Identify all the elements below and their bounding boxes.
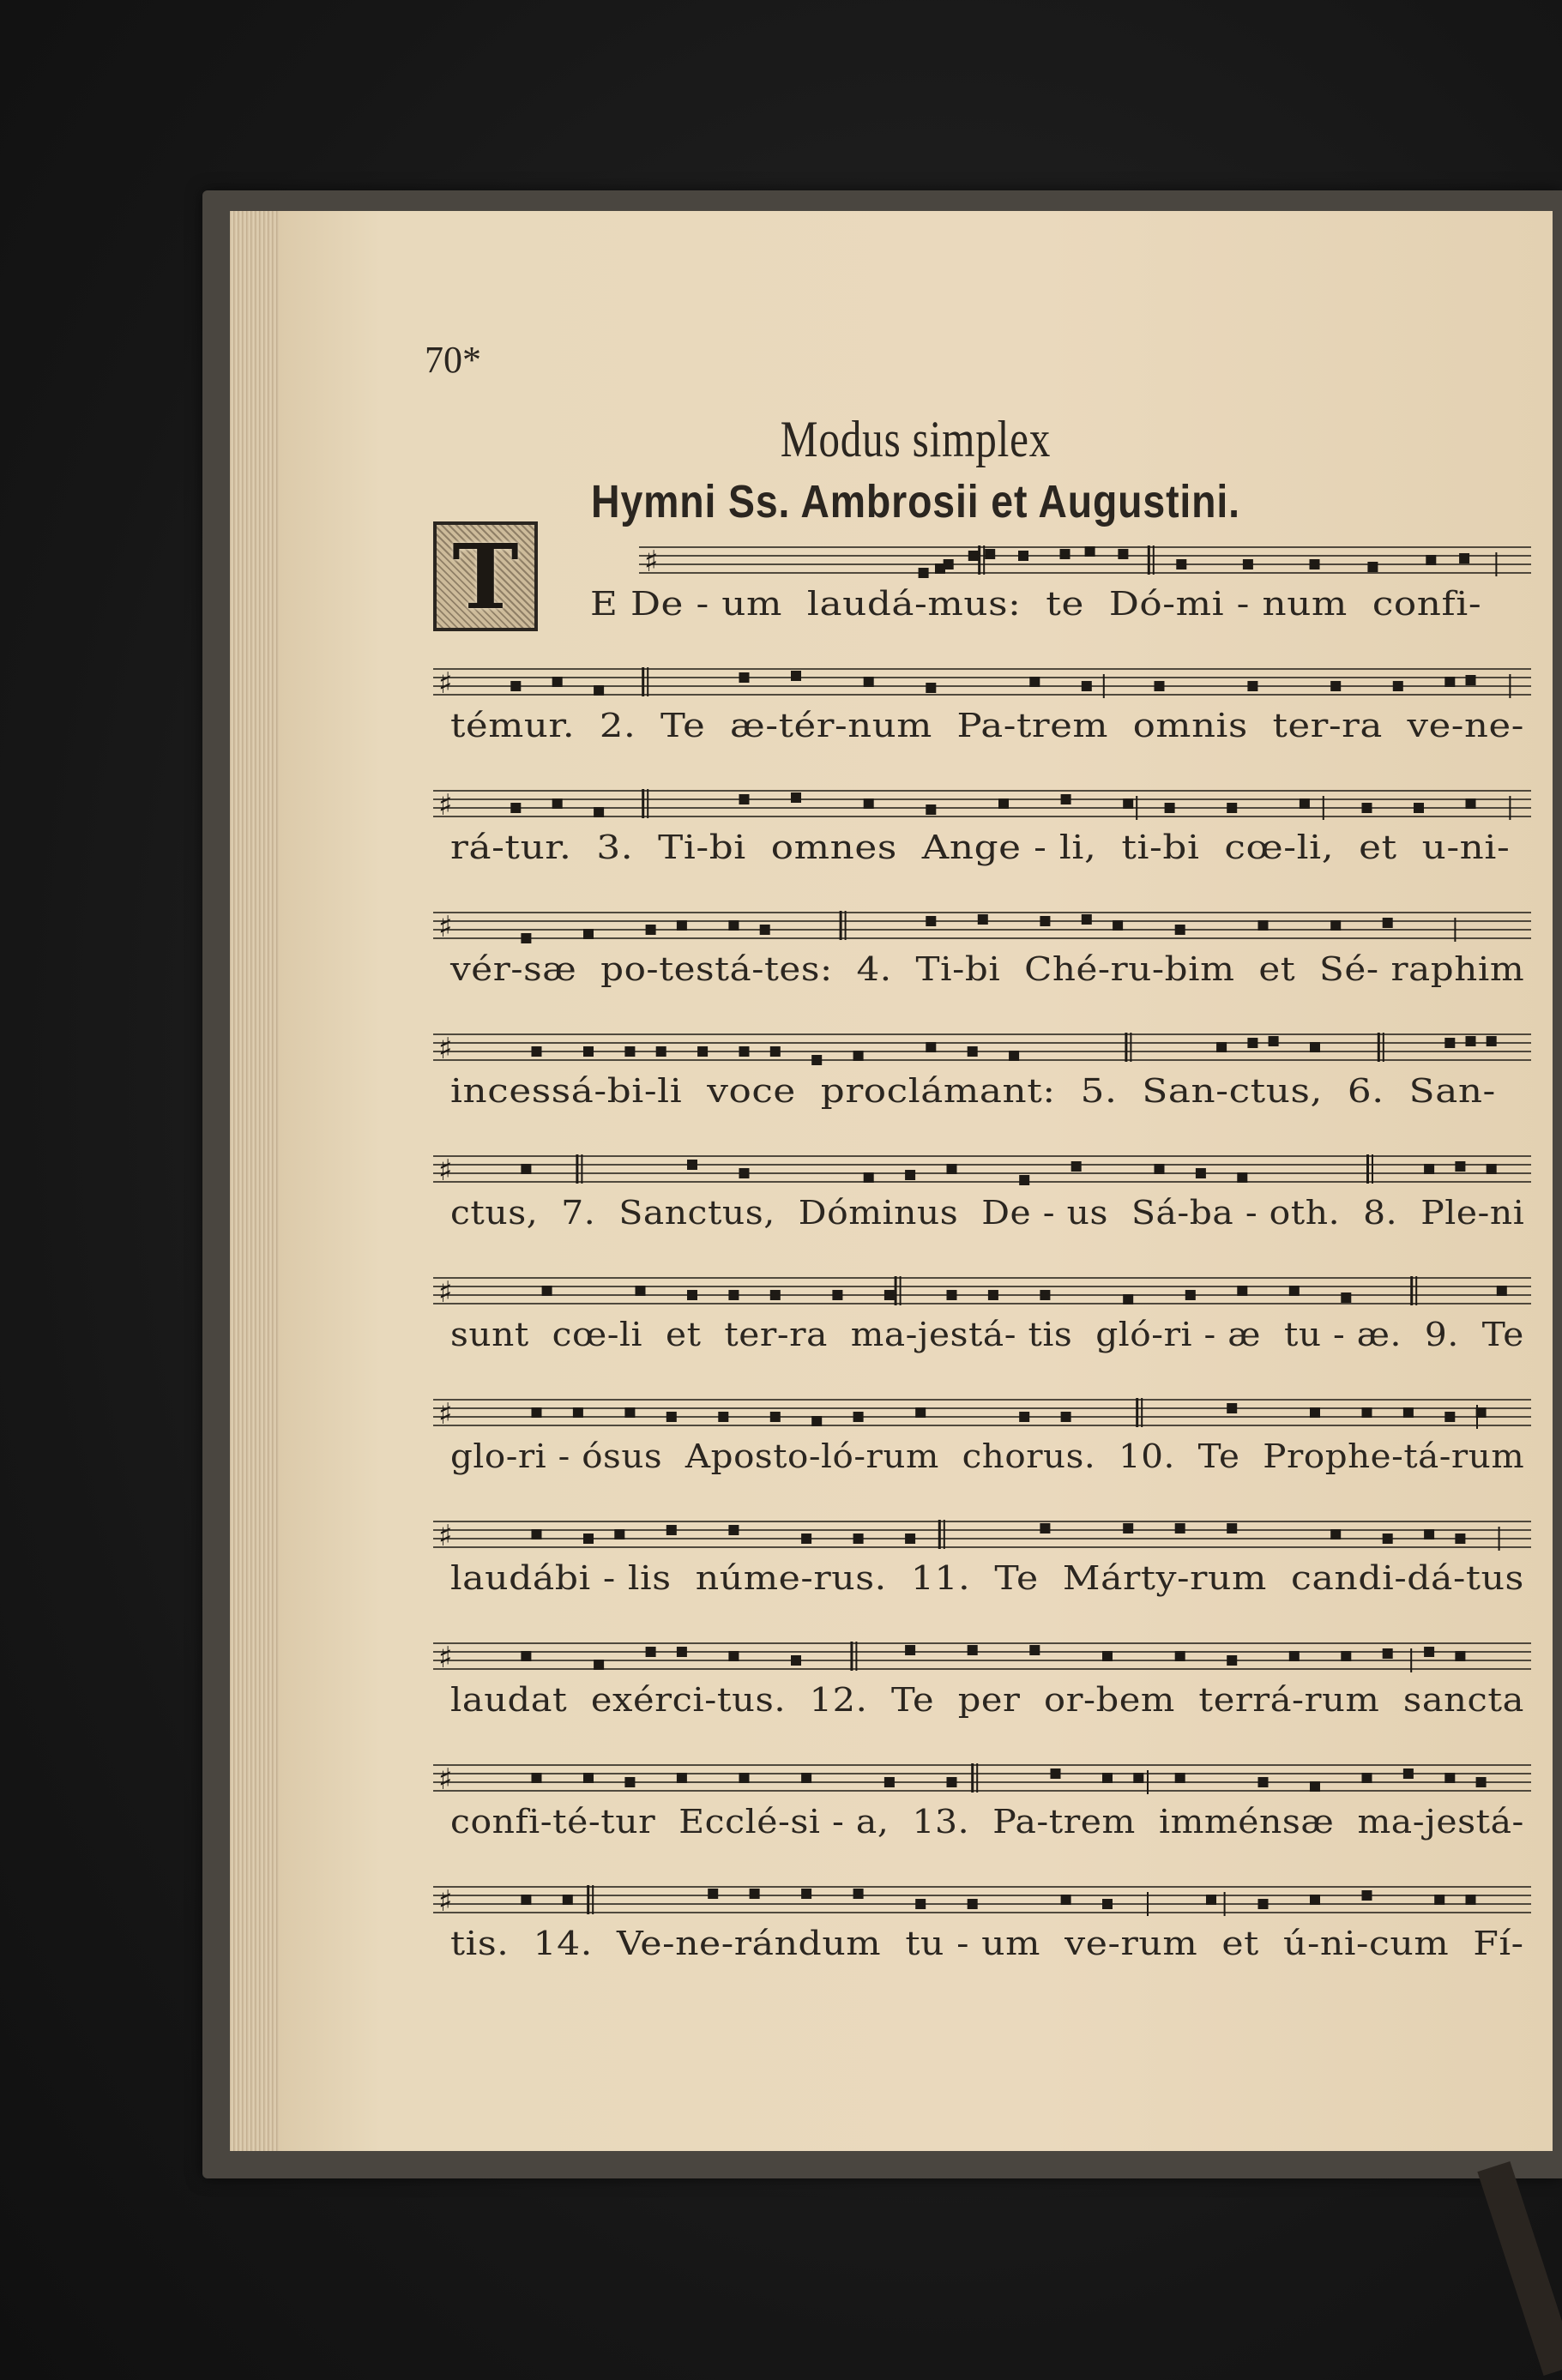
neume-note	[791, 1655, 801, 1666]
neume-note	[1466, 675, 1476, 685]
neume-note	[926, 683, 936, 693]
neume-note	[926, 804, 936, 815]
lyric-line: témur. 2. Te æ-tér-num Pa-trem omnis ter-ra ve-ne-	[450, 707, 1524, 744]
divisio-bar	[1410, 1276, 1413, 1305]
clef-icon: ♯	[438, 1275, 453, 1310]
neume-note	[770, 1046, 781, 1057]
neume-note	[1300, 798, 1310, 809]
chant-staff	[433, 1383, 1531, 1443]
neume-note	[1444, 1038, 1455, 1048]
neume-note	[552, 677, 563, 687]
neume-note	[594, 685, 604, 696]
neume-note	[1102, 1651, 1113, 1661]
neume-note	[1237, 1172, 1247, 1183]
divisio-minor	[1103, 674, 1105, 698]
neume-note	[1061, 794, 1071, 804]
neume-note	[791, 792, 801, 803]
neume-note	[1383, 1533, 1393, 1544]
neume-note	[998, 798, 1009, 809]
neume-note	[521, 933, 531, 943]
neume-note	[739, 1168, 750, 1178]
neume-note	[1444, 1412, 1455, 1422]
neume-note	[1269, 1036, 1279, 1046]
neume-note	[1123, 798, 1133, 809]
divisio-minor	[1147, 1770, 1149, 1794]
neume-note	[905, 1645, 915, 1655]
divisio-minor	[1136, 796, 1137, 820]
lyric-line: glo-ri - ósus Aposto-ló-rum chorus. 10. Te Prophe-tá-rum	[450, 1437, 1525, 1475]
divisio-bar	[1136, 1398, 1138, 1427]
neume-note	[1029, 1645, 1040, 1655]
neume-note	[1155, 1164, 1165, 1174]
neume-note	[919, 568, 929, 578]
divisio-bar	[1148, 545, 1150, 575]
divisio-bar	[1378, 1033, 1380, 1062]
neume-note	[915, 1899, 926, 1909]
neume-note	[1040, 916, 1050, 926]
lyric-line: incessá-bi-li voce proclámant: 5. San-ctus, 6. San-	[450, 1072, 1496, 1110]
divisio-bar	[576, 1154, 578, 1184]
neume-note	[1247, 681, 1257, 691]
divisio-bar	[1141, 1398, 1143, 1427]
divisio-bar	[971, 1763, 974, 1793]
neume-note	[728, 1290, 739, 1300]
neume-note	[1155, 681, 1165, 691]
neume-note	[968, 1645, 978, 1655]
neume-note	[811, 1416, 822, 1426]
divisio-minor	[1410, 1648, 1412, 1672]
divisio-bar	[1383, 1033, 1384, 1062]
clef-icon: ♯	[438, 1762, 453, 1797]
divisio-bar	[647, 667, 648, 696]
divisio-minor	[1495, 552, 1497, 576]
neume-note	[1424, 1164, 1434, 1174]
neume-note	[666, 1525, 677, 1535]
lyric-line: sunt cœ-li et ter-ra ma-jestá- tis gló-ri - æ tu - æ. 9. Te	[450, 1316, 1524, 1353]
neume-note	[1176, 559, 1186, 569]
neume-note	[1362, 1407, 1372, 1418]
neume-note	[853, 1412, 864, 1422]
initial-letter: T	[452, 523, 519, 630]
neume-note	[1367, 562, 1378, 572]
neume-note	[1102, 1899, 1113, 1909]
neume-note	[944, 559, 954, 569]
chant-staff	[433, 1748, 1531, 1808]
neume-note	[624, 1407, 635, 1418]
neume-note	[1051, 1768, 1061, 1779]
neume-note	[1018, 551, 1028, 561]
neume-note	[853, 1051, 864, 1061]
clef-icon: ♯	[438, 1641, 453, 1675]
neume-note	[1206, 1895, 1216, 1905]
lyric-line: E De - um laudá-mus: te Dó-mi - num confi-	[590, 585, 1482, 623]
neume-note	[801, 1773, 811, 1783]
divisio-minor	[1147, 1892, 1149, 1916]
lyric-line: rá-tur. 3. Ti-bi omnes Ange - li, ti-bi cœ-li, et u-ni-	[450, 828, 1511, 866]
clef-icon: ♯	[438, 910, 453, 944]
neume-note	[978, 914, 988, 925]
neume-note	[1403, 1407, 1414, 1418]
divisio-bar	[1366, 1154, 1369, 1184]
neume-note	[532, 1407, 542, 1418]
neume-note	[750, 1889, 760, 1899]
neume-note	[1466, 1895, 1476, 1905]
neume-note	[1383, 1648, 1393, 1659]
divisio-bar	[592, 1885, 594, 1914]
neume-note	[1403, 1768, 1414, 1779]
neume-note	[864, 677, 874, 687]
neume-note	[1175, 1773, 1185, 1783]
divisio-bar	[642, 789, 644, 818]
neume-note	[905, 1170, 915, 1180]
divisio-minor	[1323, 796, 1324, 820]
divisio-bar	[1372, 1154, 1373, 1184]
divisio-bar	[944, 1520, 945, 1549]
neume-note	[1426, 555, 1436, 565]
neume-note	[542, 1286, 552, 1296]
clef-icon: ♯	[438, 1154, 453, 1188]
neume-note	[832, 1290, 842, 1300]
neume-note	[677, 920, 687, 931]
neume-note	[1185, 1290, 1196, 1300]
neume-note	[646, 925, 656, 935]
neume-note	[1019, 1175, 1029, 1185]
neume-note	[1476, 1777, 1487, 1787]
neume-note	[1040, 1523, 1050, 1533]
neume-note	[1393, 681, 1403, 691]
neume-note	[1466, 1036, 1476, 1046]
neume-note	[1133, 1773, 1143, 1783]
neume-note	[1341, 1292, 1351, 1303]
neume-note	[1175, 925, 1185, 935]
neume-note	[884, 1290, 895, 1300]
neume-note	[1175, 1523, 1185, 1533]
neume-note	[583, 929, 594, 939]
neume-note	[677, 1773, 687, 1783]
neume-note	[864, 1172, 874, 1183]
neume-note	[583, 1533, 594, 1544]
neume-note	[1476, 1407, 1487, 1418]
neume-note	[1123, 1294, 1133, 1304]
neume-note	[988, 1290, 998, 1300]
neume-note	[532, 1046, 542, 1057]
neume-note	[1487, 1036, 1497, 1046]
page-title: Modus simplex	[780, 411, 1052, 467]
neume-note	[1165, 803, 1175, 813]
divisio-bar	[895, 1276, 897, 1305]
clef-icon: ♯	[438, 1032, 453, 1066]
neume-note	[573, 1407, 583, 1418]
divisio-bar	[1415, 1276, 1417, 1305]
chant-staff	[433, 774, 1531, 834]
divisio-bar	[587, 1885, 589, 1914]
clef-icon: ♯	[438, 1519, 453, 1553]
clef-icon: ♯	[644, 545, 659, 579]
lyric-line: vér-sæ po-testá-tes: 4. Ti-bi Ché-ru-bim et Sé- raphim	[450, 950, 1525, 988]
neume-note	[687, 1290, 697, 1300]
chant-staff	[433, 1870, 1531, 1930]
divisio-bar	[900, 1276, 902, 1305]
neume-note	[532, 1773, 542, 1783]
neume-note	[1455, 1533, 1465, 1544]
neume-note	[853, 1533, 864, 1544]
hymn-title: Hymni Ss. Ambrosii et Augustini.	[591, 476, 1240, 527]
neume-note	[1310, 559, 1320, 569]
neume-note	[1061, 1412, 1071, 1422]
neume-note	[1071, 1161, 1082, 1172]
page-number: 70*	[425, 339, 481, 381]
divisio-bar	[642, 667, 644, 696]
neume-note	[1362, 803, 1372, 813]
neume-note	[947, 1777, 957, 1787]
neume-note	[1029, 677, 1040, 687]
neume-note	[1258, 1899, 1269, 1909]
neume-note	[1227, 1403, 1237, 1413]
neume-note	[583, 1046, 594, 1057]
lyric-line: tis. 14. Ve-ne-rándum tu - um ve-rum et ú-ni-cum Fí-	[450, 1925, 1524, 1962]
neume-note	[1414, 803, 1424, 813]
lyric-line: ctus, 7. Sanctus, Dóminus De - us Sá-ba - oth. 8. Ple-ni	[450, 1194, 1525, 1232]
divisio-bar	[840, 911, 842, 940]
page-edges	[230, 211, 281, 2151]
neume-note	[1243, 559, 1253, 569]
neume-note	[1289, 1651, 1300, 1661]
divisio-bar	[1130, 1033, 1131, 1062]
neume-note	[624, 1777, 635, 1787]
neume-note	[739, 1046, 750, 1057]
neume-note	[1085, 546, 1095, 557]
neume-note	[1487, 1164, 1497, 1174]
neume-note	[1196, 1168, 1206, 1178]
neume-note	[1216, 1042, 1227, 1052]
chant-staff	[433, 895, 1531, 955]
neume-note	[510, 681, 521, 691]
decorated-initial	[433, 521, 538, 631]
neume-note	[1459, 553, 1469, 563]
neume-note	[1362, 1773, 1372, 1783]
divisio-bar	[845, 911, 847, 940]
chant-staff	[433, 1626, 1531, 1686]
neume-note	[1258, 1777, 1269, 1787]
neume-note	[1383, 918, 1393, 928]
neume-note	[1424, 1647, 1434, 1657]
neume-note	[583, 1773, 594, 1783]
neume-note	[1227, 803, 1237, 813]
chant-staff	[433, 1504, 1531, 1564]
neume-note	[1310, 1042, 1320, 1052]
divisio-bar	[976, 1763, 978, 1793]
lyric-line: confi-té-tur Ecclé-si - a, 13. Pa-trem imménsæ ma-jestá-	[450, 1803, 1524, 1841]
neume-note	[985, 549, 995, 559]
neume-note	[728, 920, 739, 931]
lyric-line: laudábi - lis núme-rus. 11. Te Márty-rum candi-dá-tus	[450, 1559, 1524, 1597]
neume-note	[1118, 549, 1128, 559]
neume-note	[1330, 1529, 1341, 1539]
neume-note	[1455, 1161, 1465, 1172]
neume-note	[563, 1895, 573, 1905]
neume-note	[1237, 1286, 1247, 1296]
neume-note	[1310, 1781, 1320, 1792]
clef-icon: ♯	[438, 1884, 453, 1919]
neume-note	[1247, 1038, 1257, 1048]
neume-note	[1009, 1051, 1019, 1061]
neume-note	[532, 1529, 542, 1539]
neume-note	[1444, 1773, 1455, 1783]
neume-note	[1060, 549, 1070, 559]
clef-icon: ♯	[438, 1397, 453, 1431]
neume-note	[636, 1286, 646, 1296]
neume-note	[1330, 681, 1341, 691]
neume-note	[594, 807, 604, 817]
neume-note	[968, 1046, 978, 1057]
neume-note	[1424, 1529, 1434, 1539]
neume-note	[1330, 920, 1341, 931]
chant-staff	[639, 530, 1531, 590]
neume-note	[1310, 1895, 1320, 1905]
neume-note	[791, 671, 801, 681]
neume-note	[510, 803, 521, 813]
neume-note	[739, 1773, 750, 1783]
neume-note	[1466, 798, 1476, 809]
divisio-bar	[1153, 545, 1155, 575]
chant-staff	[433, 652, 1531, 712]
neume-note	[677, 1647, 687, 1657]
neume-note	[739, 794, 750, 804]
neume-note	[739, 672, 750, 683]
neume-note	[884, 1777, 895, 1787]
chant-staff	[433, 1017, 1531, 1077]
neume-note	[1082, 681, 1092, 691]
neume-note	[656, 1046, 666, 1057]
neume-note	[801, 1533, 811, 1544]
neume-note	[1310, 1407, 1320, 1418]
neume-note	[728, 1651, 739, 1661]
divisio-bar	[581, 1154, 582, 1184]
neume-note	[915, 1407, 926, 1418]
divisio-bar	[647, 789, 648, 818]
neume-note	[646, 1647, 656, 1657]
clef-icon: ♯	[438, 666, 453, 701]
neume-note	[1497, 1286, 1507, 1296]
divisio-bar	[938, 1520, 941, 1549]
neume-note	[926, 1042, 936, 1052]
neume-note	[718, 1412, 728, 1422]
neume-note	[1434, 1895, 1444, 1905]
divisio-minor	[1509, 796, 1511, 820]
neume-note	[1227, 1655, 1237, 1666]
neume-note	[1175, 1651, 1185, 1661]
divisio-bar	[855, 1642, 857, 1671]
lyric-line: laudat exérci-tus. 12. Te per or-bem terrá-rum sancta	[450, 1681, 1524, 1719]
neume-note	[811, 1055, 822, 1065]
neume-note	[801, 1889, 811, 1899]
neume-note	[905, 1533, 915, 1544]
neume-note	[624, 1046, 635, 1057]
neume-note	[708, 1889, 718, 1899]
neume-note	[760, 925, 770, 935]
neume-note	[521, 1895, 531, 1905]
neume-note	[770, 1412, 781, 1422]
neume-note	[614, 1529, 624, 1539]
neume-note	[1362, 1890, 1372, 1901]
neume-note	[1061, 1895, 1071, 1905]
divisio-minor	[1224, 1892, 1226, 1916]
divisio-bar	[1125, 1033, 1127, 1062]
neume-note	[521, 1164, 531, 1174]
neume-note	[1102, 1773, 1113, 1783]
neume-note	[1040, 1290, 1050, 1300]
neume-note	[1455, 1651, 1465, 1661]
neume-note	[687, 1160, 697, 1170]
neume-note	[1019, 1412, 1029, 1422]
neume-note	[1082, 914, 1092, 925]
neume-note	[728, 1525, 739, 1535]
chant-staff	[433, 1139, 1531, 1199]
book-page	[279, 211, 1553, 2151]
neume-note	[853, 1889, 864, 1899]
neume-note	[1227, 1523, 1237, 1533]
divisio-minor	[1509, 674, 1511, 698]
neume-note	[1123, 1523, 1133, 1533]
neume-note	[770, 1290, 781, 1300]
chant-staff	[433, 1261, 1531, 1321]
divisio-minor	[1454, 918, 1456, 942]
neume-note	[1444, 677, 1455, 687]
divisio-minor	[1499, 1527, 1500, 1551]
neume-note	[697, 1046, 708, 1057]
neume-note	[947, 1164, 957, 1174]
neume-note	[968, 1899, 978, 1909]
neume-note	[926, 916, 936, 926]
divisio-bar	[850, 1642, 853, 1671]
neume-note	[552, 798, 563, 809]
neume-note	[968, 551, 979, 561]
neume-note	[521, 1651, 531, 1661]
neume-note	[1289, 1286, 1300, 1296]
neume-note	[666, 1412, 677, 1422]
neume-note	[594, 1660, 604, 1670]
clef-icon: ♯	[438, 788, 453, 822]
neume-note	[1113, 920, 1123, 931]
neume-note	[864, 798, 874, 809]
neume-note	[1341, 1651, 1351, 1661]
divisio-bar	[983, 545, 985, 575]
neume-note	[1258, 920, 1269, 931]
neume-note	[947, 1290, 957, 1300]
